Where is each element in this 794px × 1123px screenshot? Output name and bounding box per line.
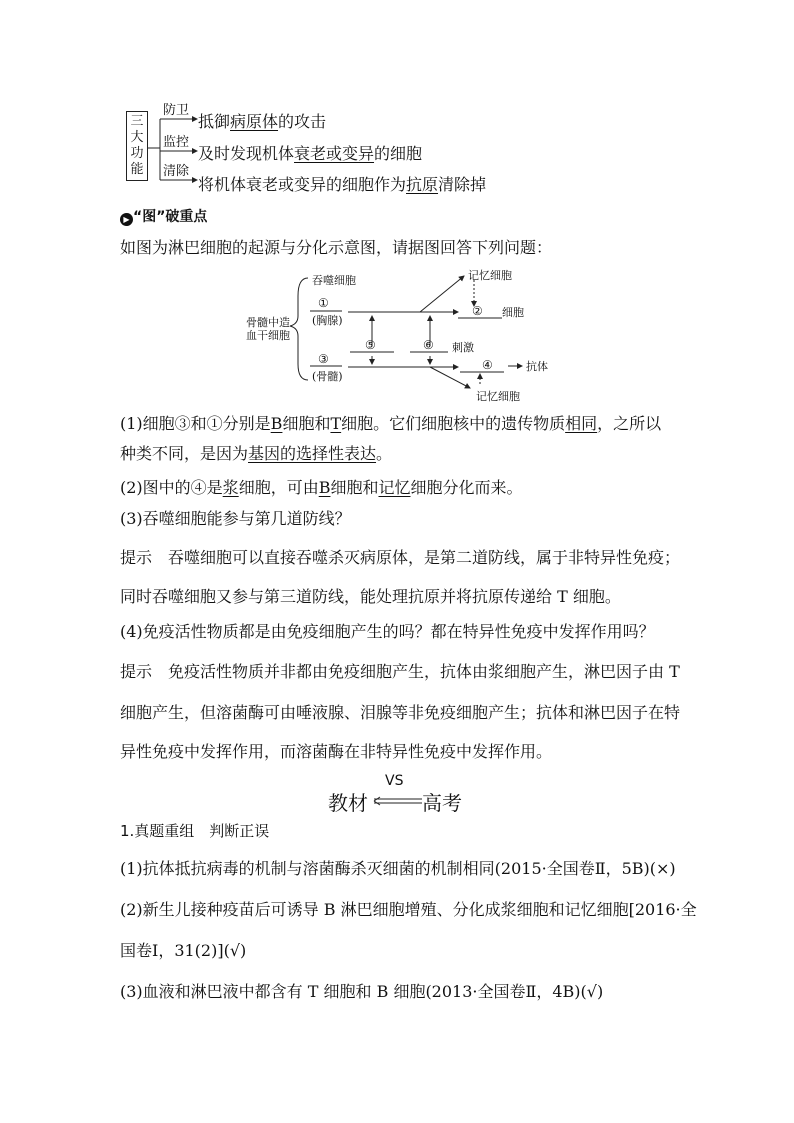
a3-line1: 提示 吞噬细胞可以直接吞噬杀灭病原体，是第二道防线，属于非特异性免疫；: [120, 548, 681, 567]
vs-left: 教材: [328, 791, 368, 815]
node-2-label: 细胞: [502, 306, 524, 319]
q1-line2: 种类不同，是因为基因的选择性表达。: [120, 444, 393, 463]
q3: (3)吞噬细胞能参与第几道防线？: [120, 509, 351, 528]
part-title: 1.真题重组 判断正误: [120, 822, 270, 840]
memory-bottom-label: 记忆细胞: [476, 390, 520, 403]
vs-mark: VS: [385, 773, 404, 789]
intro-text: 如图为淋巴细胞的起源与分化示意图，请据图回答下列问题：: [120, 238, 553, 257]
node-3-sub: (骨髓): [312, 370, 343, 383]
node-5: ⑤: [365, 338, 376, 352]
double-arrow-icon: [372, 795, 424, 807]
origin-label: 骨髓中造 血干细胞: [246, 316, 290, 342]
node-3: ③: [318, 352, 329, 366]
node-1-sub: (胸腺): [312, 314, 343, 327]
item-2-line1: (2)新生儿接种疫苗后可诱导 B 淋巴细胞增殖、分化成浆细胞和记忆细胞[2016·全: [120, 900, 697, 919]
item-2-line2: 国卷Ⅰ，31(2)](√): [120, 941, 247, 960]
node-6: ⑥: [423, 338, 434, 352]
node-2: ②: [472, 304, 483, 318]
functions-vertical-label: 三 大 功 能: [126, 111, 148, 181]
function-row-monitor: 及时发现机体衰老或变异的细胞: [198, 144, 423, 163]
node-4-label: 抗体: [526, 360, 548, 373]
lymphocyte-diagram: [240, 266, 570, 406]
node-4: ④: [482, 358, 493, 372]
tag-clear: 清除: [163, 164, 190, 179]
item-1: (1)抗体抵抗病毒的机制与溶菌酶杀灭细菌的机制相同(2015·全国卷Ⅱ，5B)(×): [120, 859, 676, 878]
play-circle-icon: ▶: [120, 213, 133, 226]
function-row-clear: 将机体衰老或变异的细胞作为抗原清除掉: [198, 175, 487, 194]
vs-banner: [328, 773, 468, 813]
tag-monitor: 监控: [163, 135, 190, 150]
tag-defense: 防卫: [163, 103, 190, 118]
node-1: ①: [318, 296, 329, 310]
a3-line2: 同时吞噬细胞又参与第三道防线，能处理抗原并将抗原传递给 T 细胞。: [120, 587, 621, 606]
function-row-defense: 抵御病原体的攻击: [198, 112, 327, 131]
a4-line2: 细胞产生，但溶菌酶可由唾液腺、泪腺等非免疫细胞产生；抗体和淋巴因子在特: [120, 703, 681, 722]
q2: (2)图中的④是浆细胞，可由B细胞和记忆细胞分化而来。: [120, 478, 523, 497]
a4-line3: 异性免疫中发挥作用，而溶菌酶在非特异性免疫中发挥作用。: [120, 742, 553, 761]
phagocyte-label: 吞噬细胞: [312, 274, 356, 287]
item-3: (3)血液和淋巴液中都含有 T 细胞和 B 细胞(2013·全国卷Ⅱ，4B)(√): [120, 982, 604, 1001]
stimulus-label: 刺激: [452, 341, 474, 354]
a4-line1: 提示 免疫活性物质并非都由免疫细胞产生，抗体由浆细胞产生，淋巴因子由 T: [120, 662, 680, 681]
memory-top-label: 记忆细胞: [468, 269, 512, 282]
vs-right: 高考: [422, 791, 462, 815]
q4: (4)免疫活性物质都是由免疫细胞产生的吗？都在特异性免疫中发挥作用吗？: [120, 622, 655, 641]
section-title: ▶ “图”破重点: [120, 206, 207, 226]
q1-line1: (1)细胞③和①分别是B细胞和T细胞。它们细胞核中的遗传物质相同，之所以: [120, 414, 662, 433]
